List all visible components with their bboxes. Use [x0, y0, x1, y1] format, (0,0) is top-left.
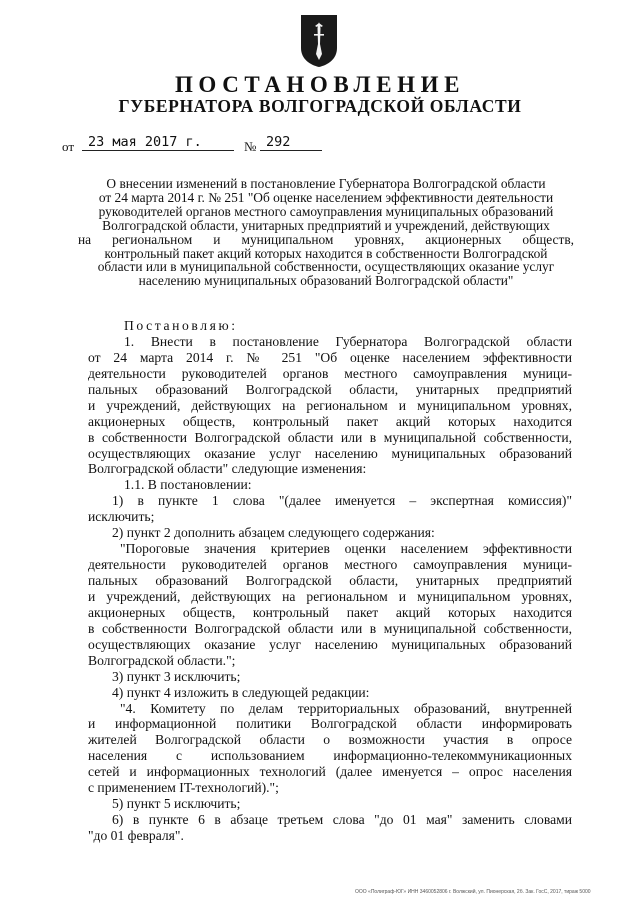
- body-line: акционерных обществ, контрольный пакет акций которых находится: [88, 413, 572, 429]
- number-value: 292: [260, 134, 322, 151]
- subject-line: контрольный пакет акций которых находится в собственности Волгоградской: [104, 245, 548, 261]
- subject-line: области или в муниципальной собственности, осуществляющих оказание услуг: [97, 259, 555, 275]
- body-line: с применением IT-технологий).";: [88, 780, 279, 796]
- date-label: от: [62, 139, 75, 154]
- body-line: сетей и информационных технологий (далее именуется – опрос населения: [88, 764, 572, 780]
- body-line: Волгоградской области" следующие изменения:: [88, 461, 367, 477]
- number-label: №: [244, 139, 257, 154]
- body-line: "до 01 февраля".: [88, 828, 184, 843]
- subject-line: населению муниципальных образований Волгоградской области": [138, 273, 514, 289]
- body-line: 2) пункт 2 дополнить абзацем следующего содержания:: [112, 525, 435, 541]
- date-value: 23 мая 2017 г.: [82, 134, 234, 151]
- body-line: осуществляющих оказание услуг населению муниципальных образований: [88, 636, 572, 652]
- body-line: 1) в пункте 1 слова "(далее именуется – экспертная комиссия)": [112, 493, 572, 509]
- coat-of-arms-icon: [300, 14, 338, 68]
- body-line: и учреждений, действующих на региональном и муниципальном уровнях,: [88, 397, 572, 413]
- body-line: исключить;: [88, 509, 155, 525]
- subject-line: руководителей органов местного самоуправления муниципальных образований: [98, 203, 554, 219]
- decree-body: [88, 318, 572, 844]
- body-line: акционерных обществ, контрольный пакет акций которых находится: [88, 604, 572, 620]
- body-line: осуществляющих оказание услуг населению муниципальных образований: [88, 445, 572, 461]
- subject-line: Волгоградской области, унитарных предприятий и учреждений, действующих: [102, 217, 550, 233]
- printer-imprint: ООО «Полиграф-ЮГ» ИНН 3460052806 г. Волжский, ул. Пионерская, 2б. Зак. ГосС, 2017, тираж 5000: [355, 889, 591, 895]
- decree-word: Постановляю:: [124, 318, 238, 333]
- body-line: от 24 марта 2014 г. № 251 "Об оценке населением эффективности: [88, 349, 572, 365]
- body-line: и информационной политики Волгоградской области информировать: [88, 716, 572, 732]
- body-line: пальных образований Волгоградской области, унитарных предприятий: [88, 381, 572, 397]
- body-line: Волгоградской области.";: [88, 652, 236, 668]
- body-line: населения с использованием информационно-телекоммуникационных: [88, 748, 572, 764]
- body-line: 3) пункт 3 исключить;: [112, 668, 241, 684]
- body-line: деятельности руководителей органов местного самоуправления муници-: [88, 365, 572, 381]
- body-line: деятельности руководителей органов местного самоуправления муници-: [88, 557, 572, 573]
- body-line: в собственности Волгоградской области или в муниципальной собственности,: [88, 620, 572, 636]
- body-line: жителей Волгоградской области о возможности участия в опросе: [88, 732, 572, 748]
- body-line: пальных образований Волгоградской области, унитарных предприятий: [88, 573, 572, 588]
- body-line: "Пороговые значения критериев оценки населением эффективности: [120, 541, 572, 557]
- body-line: и учреждений, действующих на региональном и муниципальном уровнях,: [88, 588, 572, 604]
- subject-line: от 24 марта 2014 г. № 251 "Об оценке населением эффективности деятельности: [98, 189, 554, 205]
- body-line: 4) пункт 4 изложить в следующей редакции:: [112, 684, 370, 700]
- body-line: 5) пункт 5 исключить;: [112, 796, 241, 812]
- subject-line: О внесении изменений в постановление Губернатора Волгоградской области: [106, 176, 546, 191]
- decree-subject: [78, 177, 574, 288]
- body-line: 1. Внести в постановление Губернатора Волгоградской области: [124, 333, 572, 349]
- subject-line: на региональном и муниципальном уровнях, акционерных обществ,: [78, 231, 574, 247]
- body-line: в собственности Волгоградской области или в муниципальной собственности,: [88, 429, 572, 445]
- issuer-title: ГУБЕРНАТОРА ВОЛГОГРАДСКОЙ ОБЛАСТИ: [118, 96, 522, 116]
- document-title: ПОСТАНОВЛЕНИЕ: [174, 72, 466, 97]
- body-line: 1.1. В постановлении:: [124, 477, 252, 493]
- body-line: 6) в пункте 6 в абзаце третьем слова "до 01 мая" заменить словами: [112, 812, 572, 828]
- body-line: "4. Комитету по делам территориальных образований, внутренней: [120, 700, 572, 716]
